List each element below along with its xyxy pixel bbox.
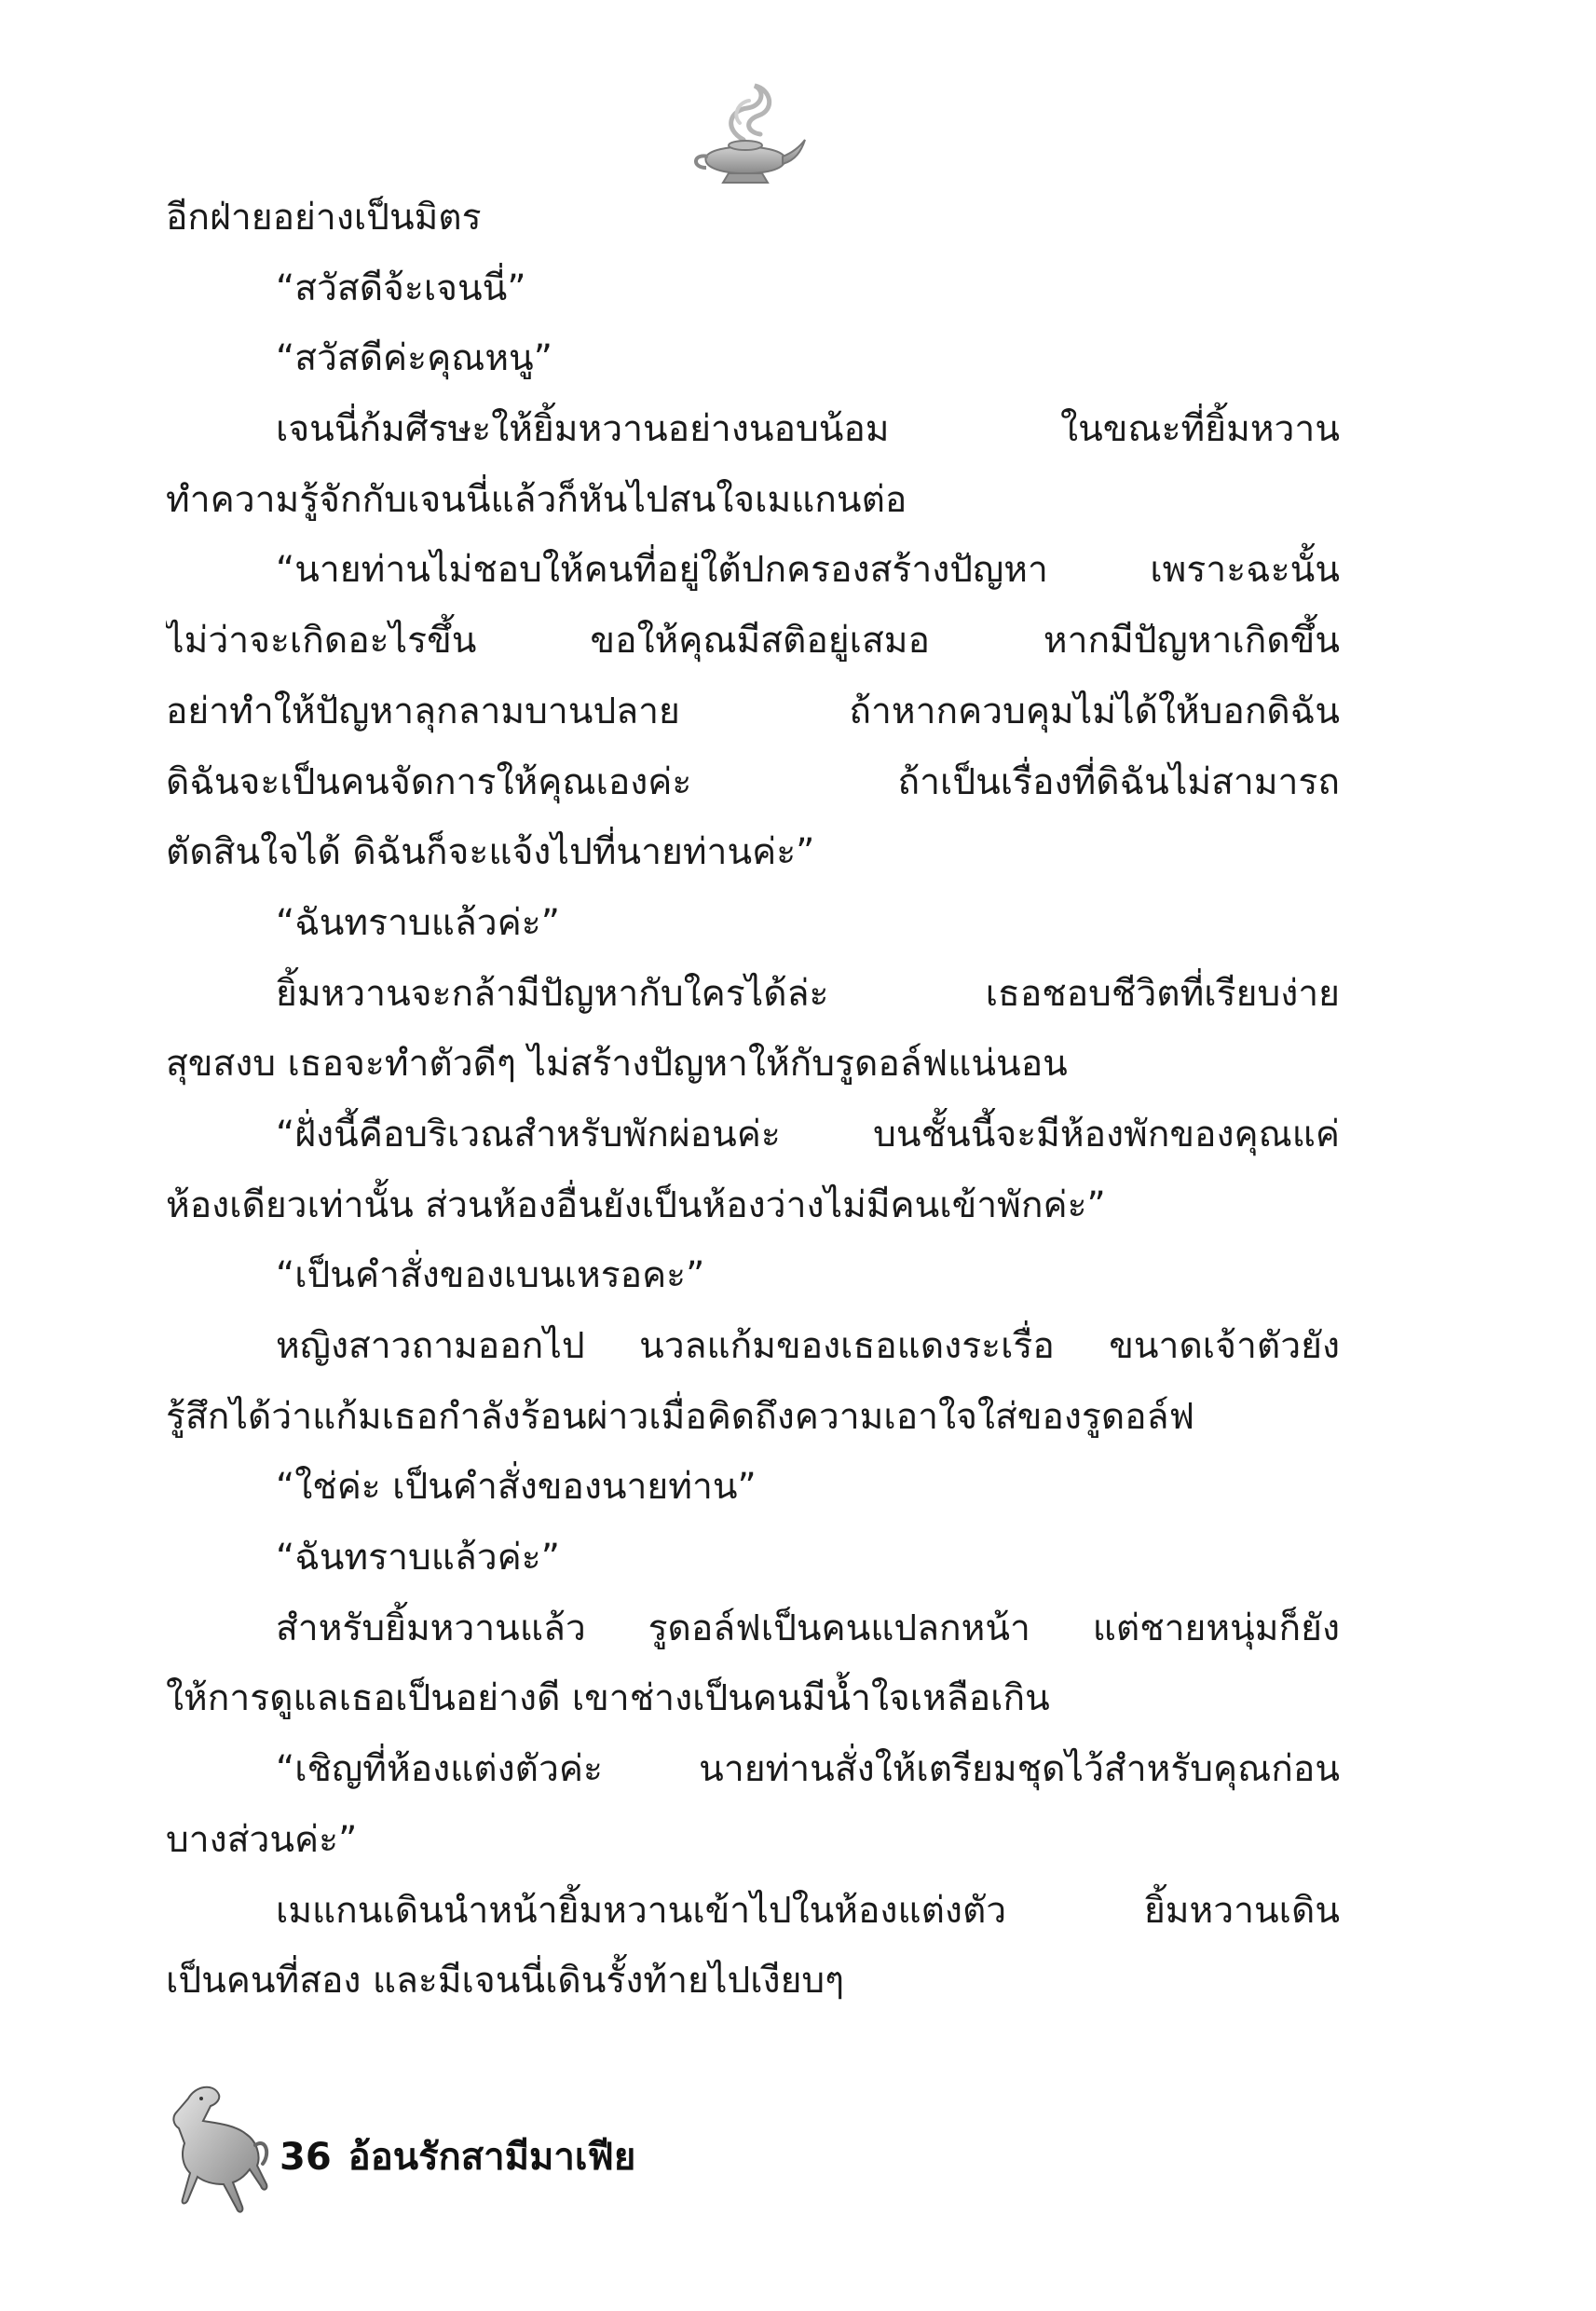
running-horse-icon — [160, 2080, 272, 2220]
text-line: “เป็นคำสั่งของเบนเหรอคะ” — [276, 1254, 705, 1297]
text-line: ห้องเดียวเท่านั้น ส่วนห้องอื่นยังเป็นห้องว่างไม่มีคนเข้าพักค่ะ” — [166, 1183, 1106, 1226]
book-title: อ้อนรักสามีมาเฟีย — [348, 2136, 636, 2179]
text-line: “ใช่ค่ะ เป็นคำสั่งของนายท่าน” — [276, 1466, 757, 1509]
text-line: ให้การดูแลเธอเป็นอย่างดี เขาช่างเป็นคนมีน้ำใจเหลือเกิน — [166, 1677, 1050, 1720]
text-line: อย่าทำให้ปัญหาลุกลามบานปลาย ถ้าหากควบคุมไม่ได้ให้บอกดิฉัน — [166, 690, 1340, 732]
text-line: “สวัสดีค่ะคุณหนู” — [276, 337, 552, 380]
text-line: สำหรับยิ้มหวานแล้ว รูดอล์ฟเป็นคนแปลกหน้า แต่ชายหนุ่มก็ยัง — [276, 1607, 1340, 1649]
page-number: 36 — [280, 2136, 332, 2179]
text-line: ดิฉันจะเป็นคนจัดการให้คุณเองค่ะ ถ้าเป็นเรื่องที่ดิฉันไม่สามารถ — [166, 760, 1340, 803]
text-line: “ฉันทราบแล้วค่ะ” — [276, 1537, 560, 1579]
text-line: “ฝั่งนี้คือบริเวณสำหรับพักผ่อนค่ะ บนชั้นนี้จะมีห้องพักของคุณแค่ — [276, 1113, 1340, 1156]
page-footer — [280, 2126, 652, 2186]
text-line: เจนนี่ก้มศีรษะให้ยิ้มหวานอย่างนอบน้อม ในขณะที่ยิ้มหวาน — [276, 408, 1340, 451]
text-line: รู้สึกได้ว่าแก้มเธอกำลังร้อนผ่าวเมื่อคิดถึงความเอาใจใส่ของรูดอล์ฟ — [166, 1395, 1195, 1438]
text-line: บางส่วนค่ะ” — [166, 1818, 358, 1861]
chapter-text — [166, 183, 1340, 2017]
text-line: ตัดสินใจได้ ดิฉันก็จะแจ้งไปที่นายท่านค่ะ” — [166, 831, 815, 874]
text-line: หญิงสาวถามออกไป นวลแก้มของเธอแดงระเรื่อ ขนาดเจ้าตัวยัง — [276, 1325, 1340, 1367]
text-line: อีกฝ่ายอย่างเป็นมิตร — [166, 197, 482, 239]
text-line: เป็นคนที่สอง และมีเจนนี่เดินรั้งท้ายไปเงียบๆ — [166, 1960, 845, 2003]
text-line: “นายท่านไม่ชอบให้คนที่อยู่ใต้ปกครองสร้างปัญหา เพราะฉะนั้น — [276, 549, 1340, 592]
genie-lamp-icon — [686, 82, 807, 192]
text-line: “ฉันทราบแล้วค่ะ” — [276, 901, 560, 944]
text-line: สุขสงบ เธอจะทำตัวดีๆ ไม่สร้างปัญหาให้กับรูดอล์ฟแน่นอน — [166, 1043, 1068, 1086]
text-line: ทำความรู้จักกับเจนนี่แล้วก็หันไปสนใจเมแกนต่อ — [166, 478, 907, 521]
text-line: “สวัสดีจ้ะเจนนี่” — [276, 267, 526, 309]
text-line: “เชิญที่ห้องแต่งตัวค่ะ นายท่านสั่งให้เตรียมชุดไว้สำหรับคุณก่อน — [276, 1748, 1340, 1791]
text-line: เมแกนเดินนำหน้ายิ้มหวานเข้าไปในห้องแต่งตัว ยิ้มหวานเดิน — [276, 1889, 1340, 1932]
text-line: ยิ้มหวานจะกล้ามีปัญหากับใครได้ล่ะ เธอชอบชีวิตที่เรียบง่าย — [276, 972, 1340, 1015]
text-line: ไม่ว่าจะเกิดอะไรขึ้น ขอให้คุณมีสติอยู่เสมอ หากมีปัญหาเกิดขึ้น — [166, 620, 1340, 663]
